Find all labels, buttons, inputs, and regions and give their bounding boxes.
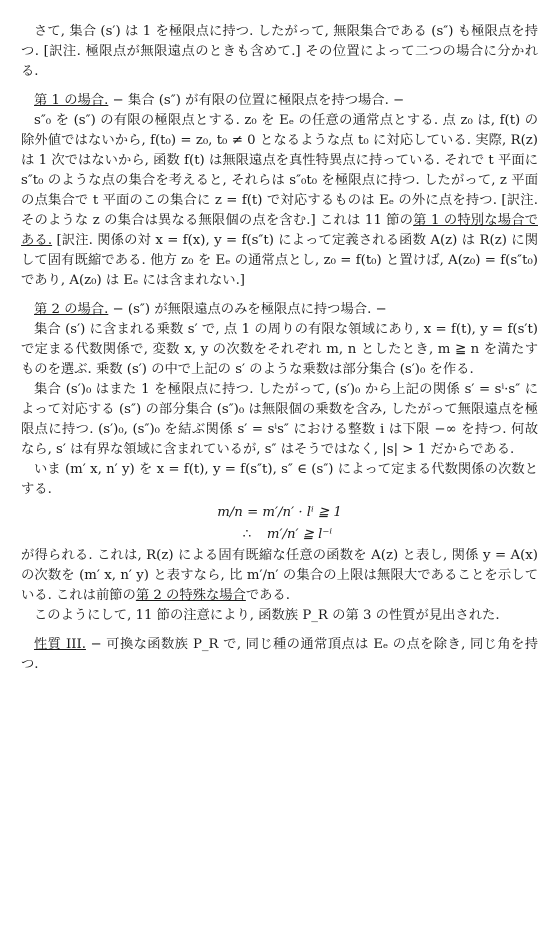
case-2-heading: 第 2 の場合.	[34, 302, 109, 317]
formula-line-1: m/n = m′/n′ · lⁱ ≧ 1	[217, 505, 342, 520]
case-1-body-text: s″₀ を (s″) の有限の極限点とする. z₀ を Eₑ の任意の通常点とする. 点 z₀ は, f(t) の除外値ではないから, f(t₀) = z₀, t₀ ≠ 0 となるような点 t₀ に対応している. 実際, R(z) は 1 次ではないから, 函数 f(t) は無限遠点を真性特異点に持っている. それで t 平面に s″t₀ のような点の集合を考えると, それらは s″₀t₀ を極限点に持つ. したがって, z 平面の点集合で t 平面のこの集合に z = f(t) で対応するものは Eₑ の外に点を持つ. [訳注. そのような z の集合は異なる無限個の点を含む.] これは 11 節の	[21, 113, 538, 228]
case-2-description: − (s″) が無限遠点のみを極限点に持つ場合. −	[108, 302, 387, 317]
paragraph-conclusion	[21, 546, 538, 606]
display-formula	[21, 502, 538, 546]
paragraph-case-2-subset: 集合 (s′)₀ はまた 1 を極限点に持つ. したがって, (s′)₀ から上記の関係 s′ = sⁱ·s″ によって対応する (s″) の部分集合 (s″)₀ は無限個の乗数を含み, したがって無限遠点を極限点に持つ. (s′)₀, (s″)₀ を結ぶ関係 s′ = sⁱs″ における整数 i は下限 −∞ を持つ. 何故なら, s′ は有界な領域に含まれているが, s″ はそうではなく, |s| > 1 だからである.	[21, 382, 538, 457]
property-iii-statement: − 可換な函数族 P_R で, 同じ種の通常頂点は Eₑ の点を除き, 同じ角を持つ.	[21, 637, 538, 672]
case-1-heading: 第 1 の場合.	[34, 93, 109, 108]
therefore-symbol: ∴	[242, 527, 252, 542]
property-iii	[21, 635, 538, 675]
conclusion-tail: である.	[245, 588, 290, 603]
case-1-description: − 集合 (s″) が有限の位置に極限点を持つ場合. −	[108, 93, 405, 108]
paragraph-case-2-select: 集合 (s′) に含まれる乗数 s′ で, 点 1 の周りの有限な領域にあり, x = f(t), y = f(s′t) で定まる代数関係で, 変数 x, y の次数をそれぞれ m, n としたとき, m ≧ n を満たすものを選ぶ. 乗数 (s′) の中で上記の s′ のような乗数は部分集合 (s′)₀ を作る.	[21, 322, 538, 377]
second-special-case-ref: 第 2 の特殊な場合	[135, 588, 246, 603]
case-1-special-case-ref: 第 1 の特別な場合である.	[21, 213, 538, 248]
formula-line-2	[21, 524, 538, 546]
paragraph-intro: さて, 集合 (s′) は 1 を極限点に持つ. したがって, 無限集合である (s″) も極限点を持つ. [訳注. 極限点が無限遠点のときも含めて.] その位置によって二つの場合に分かれる.	[21, 24, 538, 79]
case-1-title	[21, 91, 538, 111]
property-iii-heading: 性質 III.	[34, 637, 86, 652]
case-1-translator-note: [訳注. 関係の対 x = f(x), y = f(s″t) によって定義される函数 A(z) は R(z) に関して固有既縮である. 他方 z₀ を Eₑ の通常点とし, z₀ = f(t₀) と置けば, A(z₀) = f(s″t₀) であり, A(z₀) は Eₑ には含まれない.]	[21, 233, 538, 288]
formula-line-2-expr: m′/n′ ≧ l⁻ⁱ	[266, 527, 333, 542]
paragraph-degree-def: いま (m′ x, n′ y) を x = f(t), y = f(s″t), s″ ∈ (s″) によって定まる代数関係の次数とする.	[21, 462, 538, 497]
document-page	[21, 22, 538, 675]
case-2-title	[21, 300, 538, 320]
paragraph-third-property: このようにして, 11 節の注意により, 函数族 P_R の第 3 の性質が見出された.	[34, 608, 500, 623]
conclusion-text: が得られる. これは, R(z) による固有既縮な任意の函数を A(z) と表し, 関係 y = A(x) の次数を (m′ x, n′ y) と表すなら, 比 m′/n′ の集合の上限は無限大であることを示している. これは前節の	[21, 548, 538, 603]
paragraph-case-1-body	[21, 111, 538, 291]
